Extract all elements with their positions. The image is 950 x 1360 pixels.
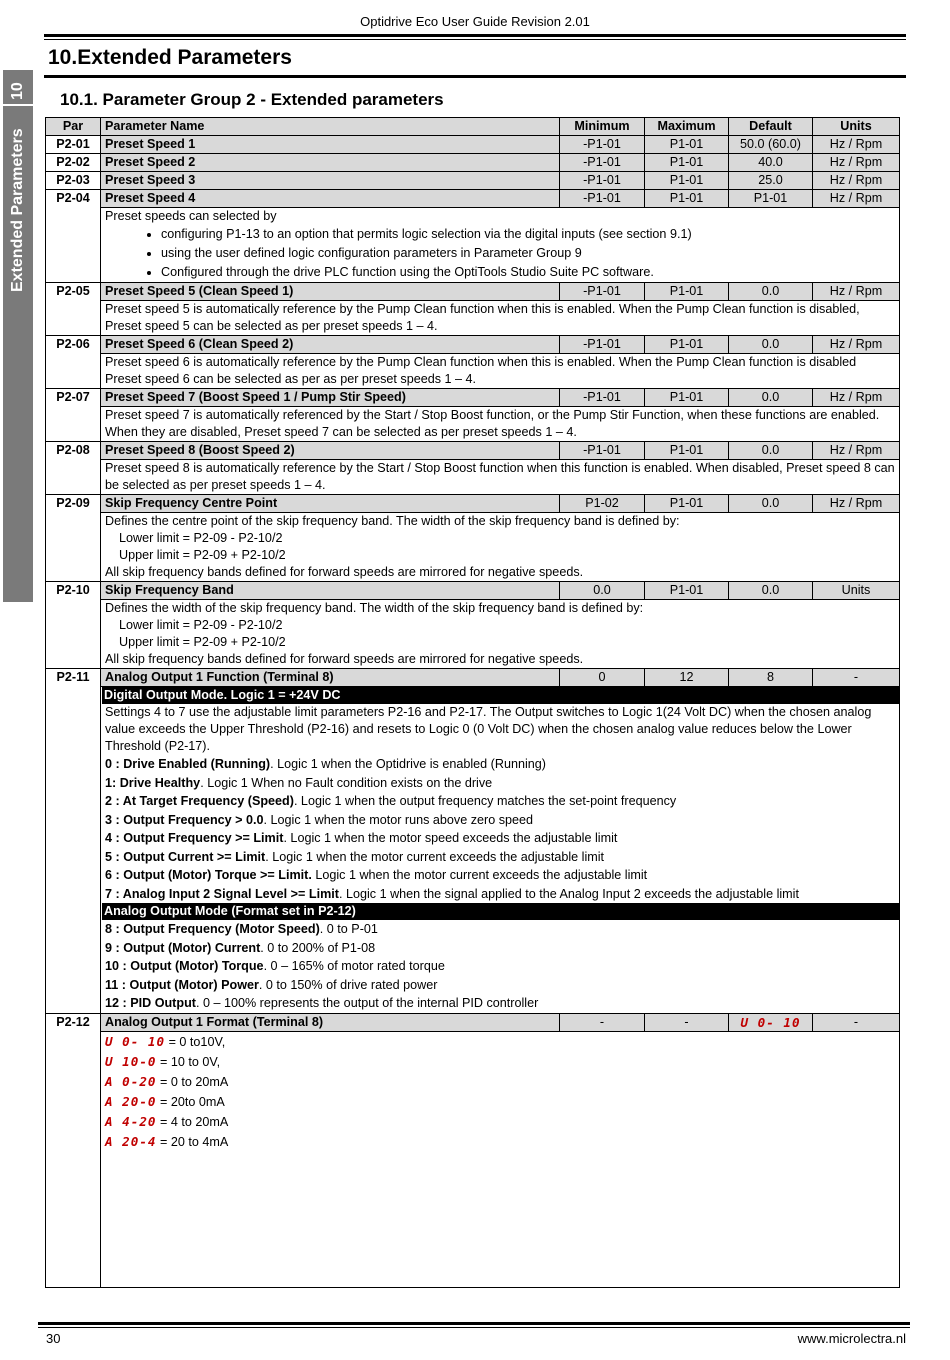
format-text: = 20 to 4mA bbox=[156, 1134, 229, 1149]
param-units: Hz / Rpm bbox=[813, 283, 900, 301]
param-name: Preset Speed 5 (Clean Speed 1) bbox=[101, 283, 560, 301]
param-name: Analog Output 1 Format (Terminal 8) bbox=[101, 1013, 560, 1031]
option-line bbox=[105, 885, 895, 904]
option-line bbox=[105, 939, 895, 958]
option-text: . Logic 1 when the signal applied to the Analog Input 2 exceeds the adjustable limit bbox=[338, 886, 799, 901]
param-units: Hz / Rpm bbox=[813, 336, 900, 354]
option-key: 6 : Output (Motor) Torque >= Limit. bbox=[105, 868, 312, 882]
param-units: Hz / Rpm bbox=[813, 190, 900, 208]
desc-line: Settings 4 to 7 use the adjustable limit parameters P2-16 and P2-17. The Output switches to Logic 1(24 Volt DC) when the chosen analog value exceeds the Upper Threshold (P2-16) and resets to Logic 0 (0 Volt DC) when the chosen analog value reduces below the Lower Threshold (P2-17). bbox=[105, 705, 872, 753]
par-code: P2-05 bbox=[46, 283, 101, 336]
desc-line: All skip frequency bands defined for forward speeds are mirrored for negative speeds. bbox=[105, 565, 584, 579]
table-desc-row bbox=[46, 687, 900, 1014]
running-header: Optidrive Eco User Guide Revision 2.01 bbox=[360, 14, 590, 29]
side-tab-number: 10 bbox=[9, 82, 26, 100]
option-text: . 0 to P-01 bbox=[319, 922, 378, 936]
param-min: -P1-01 bbox=[560, 190, 645, 208]
table-row bbox=[46, 154, 900, 172]
option-key: 9 : Output (Motor) Current bbox=[105, 940, 261, 955]
lower-limit: Lower limit = P2-09 - P2-10/2 bbox=[119, 531, 283, 545]
param-description: Preset speed 6 is automatically reference by the Pump Clean function when this is enabled. When the Pump Clean function is disabled Preset speed 6 can be selected as per as per preset speeds 1 – 4. bbox=[101, 354, 900, 389]
option-key: 8 : Output Frequency (Motor Speed) bbox=[105, 922, 320, 936]
param-name: Skip Frequency Centre Point bbox=[101, 495, 560, 513]
lcd-code: A 20-4 bbox=[105, 1133, 157, 1149]
bullet-list bbox=[105, 225, 895, 282]
par-code: P2-12 bbox=[46, 1013, 101, 1287]
upper-limit: Upper limit = P2-09 + P2-10/2 bbox=[119, 635, 286, 649]
table-desc-row bbox=[46, 301, 900, 336]
lcd-code: A 0-20 bbox=[105, 1073, 157, 1089]
side-tab bbox=[3, 70, 33, 602]
option-key: 11 : Output (Motor) Power bbox=[105, 977, 259, 992]
option-line bbox=[105, 792, 895, 811]
par-code: P2-10 bbox=[46, 582, 101, 669]
param-min: -P1-01 bbox=[560, 172, 645, 190]
col-header-max: Maximum bbox=[645, 118, 729, 136]
param-min: - bbox=[560, 1013, 645, 1031]
mode-band-analog: Analog Output Mode (Format set in P2-12) bbox=[102, 903, 899, 920]
param-min: -P1-01 bbox=[560, 136, 645, 154]
param-name: Preset Speed 3 bbox=[101, 172, 560, 190]
param-units: - bbox=[813, 669, 900, 687]
par-code: P2-04 bbox=[46, 190, 101, 283]
param-units: Hz / Rpm bbox=[813, 136, 900, 154]
option-key: 3 : Output Frequency > 0.0 bbox=[105, 812, 264, 827]
param-min: P1-02 bbox=[560, 495, 645, 513]
param-description bbox=[101, 513, 900, 582]
format-line bbox=[105, 1052, 895, 1072]
table-desc-row bbox=[46, 460, 900, 495]
col-header-par: Par bbox=[46, 118, 101, 136]
param-units: - bbox=[813, 1013, 900, 1031]
option-key: 7 : Analog Input 2 Signal Level >= Limit bbox=[105, 886, 339, 901]
param-min: -P1-01 bbox=[560, 389, 645, 407]
side-tab-label: Extended Parameters bbox=[9, 128, 26, 292]
option-line bbox=[105, 994, 895, 1013]
table-row bbox=[46, 283, 900, 301]
option-text: . 0 – 100% represents the output of the internal PID controller bbox=[195, 996, 539, 1010]
param-min: -P1-01 bbox=[560, 442, 645, 460]
col-header-min: Minimum bbox=[560, 118, 645, 136]
param-max: P1-01 bbox=[645, 190, 729, 208]
param-default: 25.0 bbox=[729, 172, 813, 190]
table-desc-row bbox=[46, 600, 900, 669]
param-max: P1-01 bbox=[645, 336, 729, 354]
param-default: P1-01 bbox=[729, 190, 813, 208]
param-units: Hz / Rpm bbox=[813, 154, 900, 172]
table-desc-row bbox=[46, 1031, 900, 1287]
table-row bbox=[46, 389, 900, 407]
side-tab-number-box bbox=[3, 70, 33, 106]
lower-limit: Lower limit = P2-09 - P2-10/2 bbox=[119, 618, 283, 632]
par-code: P2-03 bbox=[46, 172, 101, 190]
param-units: Hz / Rpm bbox=[813, 172, 900, 190]
param-name: Skip Frequency Band bbox=[101, 582, 560, 600]
param-min: 0.0 bbox=[560, 582, 645, 600]
par-code: P2-11 bbox=[46, 669, 101, 1014]
format-text: = 20to 0mA bbox=[156, 1094, 225, 1109]
upper-limit: Upper limit = P2-09 + P2-10/2 bbox=[119, 548, 286, 562]
option-key: 5 : Output Current >= Limit bbox=[105, 849, 266, 864]
option-line bbox=[105, 774, 895, 793]
param-max: P1-01 bbox=[645, 172, 729, 190]
param-max: 12 bbox=[645, 669, 729, 687]
table-row bbox=[46, 442, 900, 460]
option-text: . Logic 1 When no Fault condition exists on the drive bbox=[200, 775, 493, 790]
option-key: 1: Drive Healthy bbox=[105, 775, 201, 790]
param-name: Preset Speed 6 (Clean Speed 2) bbox=[101, 336, 560, 354]
option-line bbox=[105, 957, 895, 976]
option-text: . 0 – 165% of motor rated torque bbox=[263, 959, 445, 973]
table-row bbox=[46, 582, 900, 600]
param-default: 0.0 bbox=[729, 495, 813, 513]
param-description: Preset speed 7 is automatically referenced by the Start / Stop Boost function, or the Pump Stir Function, when these functions are enabled. When they are disabled, Preset speed 7 can be selected as per preset speeds 1 – 4. bbox=[101, 407, 900, 442]
param-max: - bbox=[645, 1013, 729, 1031]
desc-intro: Preset speeds can selected by bbox=[105, 209, 277, 223]
param-description bbox=[101, 687, 900, 1014]
par-code: P2-02 bbox=[46, 154, 101, 172]
table-row bbox=[46, 336, 900, 354]
table-row bbox=[46, 136, 900, 154]
param-default: 8 bbox=[729, 669, 813, 687]
param-name: Preset Speed 4 bbox=[101, 190, 560, 208]
param-default: 0.0 bbox=[729, 442, 813, 460]
table-header-row bbox=[46, 118, 900, 136]
format-text: = 4 to 20mA bbox=[156, 1114, 229, 1129]
bullet-item: • configuring P1-13 to an option that permits logic selection via the digital inputs (see section 9.1) bbox=[161, 225, 895, 244]
param-max: P1-01 bbox=[645, 582, 729, 600]
option-text: . Logic 1 when the Optidrive is enabled (Running) bbox=[270, 757, 546, 771]
param-default: 0.0 bbox=[729, 389, 813, 407]
desc-line: Defines the centre point of the skip frequency band. The width of the skip frequency band is defined by: bbox=[105, 514, 680, 528]
param-max: P1-01 bbox=[645, 442, 729, 460]
col-header-name: Parameter Name bbox=[101, 118, 560, 136]
table-row bbox=[46, 1013, 900, 1031]
option-line bbox=[105, 866, 895, 885]
footer-url[interactable]: www.microlectra.nl bbox=[797, 1331, 906, 1346]
par-code: P2-06 bbox=[46, 336, 101, 389]
table-desc-row bbox=[46, 354, 900, 389]
option-text: . 0 to 150% of drive rated power bbox=[258, 977, 438, 992]
param-max: P1-01 bbox=[645, 136, 729, 154]
par-code: P2-09 bbox=[46, 495, 101, 582]
lcd-code: A 20-0 bbox=[105, 1093, 157, 1109]
param-name: Preset Speed 1 bbox=[101, 136, 560, 154]
format-text: = 0 to 20mA bbox=[156, 1074, 229, 1089]
param-default: 0.0 bbox=[729, 283, 813, 301]
table-row bbox=[46, 172, 900, 190]
param-description: Preset speed 5 is automatically reference by the Pump Clean function when this is enabled. When the Pump Clean function is disabled, Preset speed 5 can be selected as per preset speeds 1 – 4. bbox=[101, 301, 900, 336]
option-line bbox=[105, 976, 895, 995]
param-min: 0 bbox=[560, 669, 645, 687]
param-min: -P1-01 bbox=[560, 336, 645, 354]
param-name: Analog Output 1 Function (Terminal 8) bbox=[101, 669, 560, 687]
footer-rule-thin bbox=[38, 1327, 910, 1328]
desc-line: All skip frequency bands defined for forward speeds are mirrored for negative speeds. bbox=[105, 652, 584, 666]
param-name: Preset Speed 8 (Boost Speed 2) bbox=[101, 442, 560, 460]
option-line bbox=[105, 848, 895, 867]
param-description bbox=[101, 600, 900, 669]
param-max: P1-01 bbox=[645, 389, 729, 407]
param-default: U 0- 10 bbox=[729, 1013, 813, 1031]
param-default: 0.0 bbox=[729, 582, 813, 600]
param-name: Preset Speed 2 bbox=[101, 154, 560, 172]
footer-rule bbox=[38, 1322, 910, 1325]
option-text: . Logic 1 when the output frequency matches the set-point frequency bbox=[293, 794, 677, 808]
table-desc-row bbox=[46, 513, 900, 582]
option-key: 0 : Drive Enabled (Running) bbox=[105, 757, 271, 771]
section-title: 10.Extended Parameters bbox=[48, 46, 292, 69]
format-line bbox=[105, 1112, 895, 1132]
param-name: Preset Speed 7 (Boost Speed 1 / Pump Stir Speed) bbox=[101, 389, 560, 407]
param-units: Hz / Rpm bbox=[813, 442, 900, 460]
table-row bbox=[46, 495, 900, 513]
param-units: Hz / Rpm bbox=[813, 389, 900, 407]
col-header-default: Default bbox=[729, 118, 813, 136]
bullet-item: • Configured through the drive PLC function using the OptiTools Studio Suite PC software. bbox=[161, 263, 895, 282]
page-number: 30 bbox=[46, 1331, 61, 1346]
subsection-title: 10.1. Parameter Group 2 - Extended parameters bbox=[60, 90, 444, 109]
format-line bbox=[105, 1072, 895, 1092]
format-line bbox=[105, 1132, 895, 1152]
param-max: P1-01 bbox=[645, 283, 729, 301]
format-line bbox=[105, 1032, 895, 1052]
format-line bbox=[105, 1092, 895, 1112]
param-default: 50.0 (60.0) bbox=[729, 136, 813, 154]
table-desc-row bbox=[46, 208, 900, 283]
lcd-code: U 0- 10 bbox=[105, 1033, 166, 1049]
option-line bbox=[105, 829, 895, 848]
header-rule bbox=[44, 34, 906, 37]
option-text: . Logic 1 when the motor current exceeds the adjustable limit bbox=[265, 849, 605, 864]
param-max: P1-01 bbox=[645, 154, 729, 172]
format-text: = 10 to 0V, bbox=[156, 1054, 221, 1069]
param-min: -P1-01 bbox=[560, 154, 645, 172]
lcd-code: A 4-20 bbox=[105, 1113, 157, 1129]
option-text: . Logic 1 when the motor runs above zero speed bbox=[263, 812, 534, 827]
bullet-item: • using the user defined logic configuration parameters in Parameter Group 9 bbox=[161, 244, 895, 263]
par-code: P2-07 bbox=[46, 389, 101, 442]
header-rule-thin bbox=[44, 39, 906, 40]
parameter-table bbox=[45, 117, 900, 1288]
table-row bbox=[46, 190, 900, 208]
option-key: 10 : Output (Motor) Torque bbox=[105, 959, 264, 973]
option-key: 12 : PID Output bbox=[105, 996, 196, 1010]
param-description bbox=[101, 208, 900, 283]
param-description bbox=[101, 1031, 900, 1287]
option-line bbox=[105, 920, 895, 939]
option-line bbox=[105, 811, 895, 830]
table-row bbox=[46, 669, 900, 687]
section-rule bbox=[44, 75, 906, 78]
mode-band-digital: Digital Output Mode. Logic 1 = +24V DC bbox=[102, 687, 899, 704]
param-units: Hz / Rpm bbox=[813, 495, 900, 513]
par-code: P2-08 bbox=[46, 442, 101, 495]
option-line bbox=[105, 755, 895, 774]
param-default: 0.0 bbox=[729, 336, 813, 354]
param-default: 40.0 bbox=[729, 154, 813, 172]
desc-line: Defines the width of the skip frequency band. The width of the skip frequency band is defined by: bbox=[105, 601, 644, 615]
option-text: . 0 to 200% of P1-08 bbox=[260, 940, 376, 955]
param-description: Preset speed 8 is automatically reference by the Start / Stop Boost function when this function is enabled. When disabled, Preset speed 8 can be selected as per preset speeds 1 – 4. bbox=[101, 460, 900, 495]
param-min: -P1-01 bbox=[560, 283, 645, 301]
option-key: 2 : At Target Frequency (Speed) bbox=[105, 794, 294, 808]
param-units: Units bbox=[813, 582, 900, 600]
option-text: . Logic 1 when the motor speed exceeds the adjustable limit bbox=[283, 831, 618, 845]
option-key: 4 : Output Frequency >= Limit bbox=[105, 831, 284, 845]
option-text: Logic 1 when the motor current exceeds the adjustable limit bbox=[311, 868, 648, 882]
table-desc-row bbox=[46, 407, 900, 442]
lcd-code: U 10-0 bbox=[105, 1053, 157, 1069]
par-code: P2-01 bbox=[46, 136, 101, 154]
param-max: P1-01 bbox=[645, 495, 729, 513]
format-text: = 0 to10V, bbox=[165, 1034, 226, 1049]
col-header-units: Units bbox=[813, 118, 900, 136]
